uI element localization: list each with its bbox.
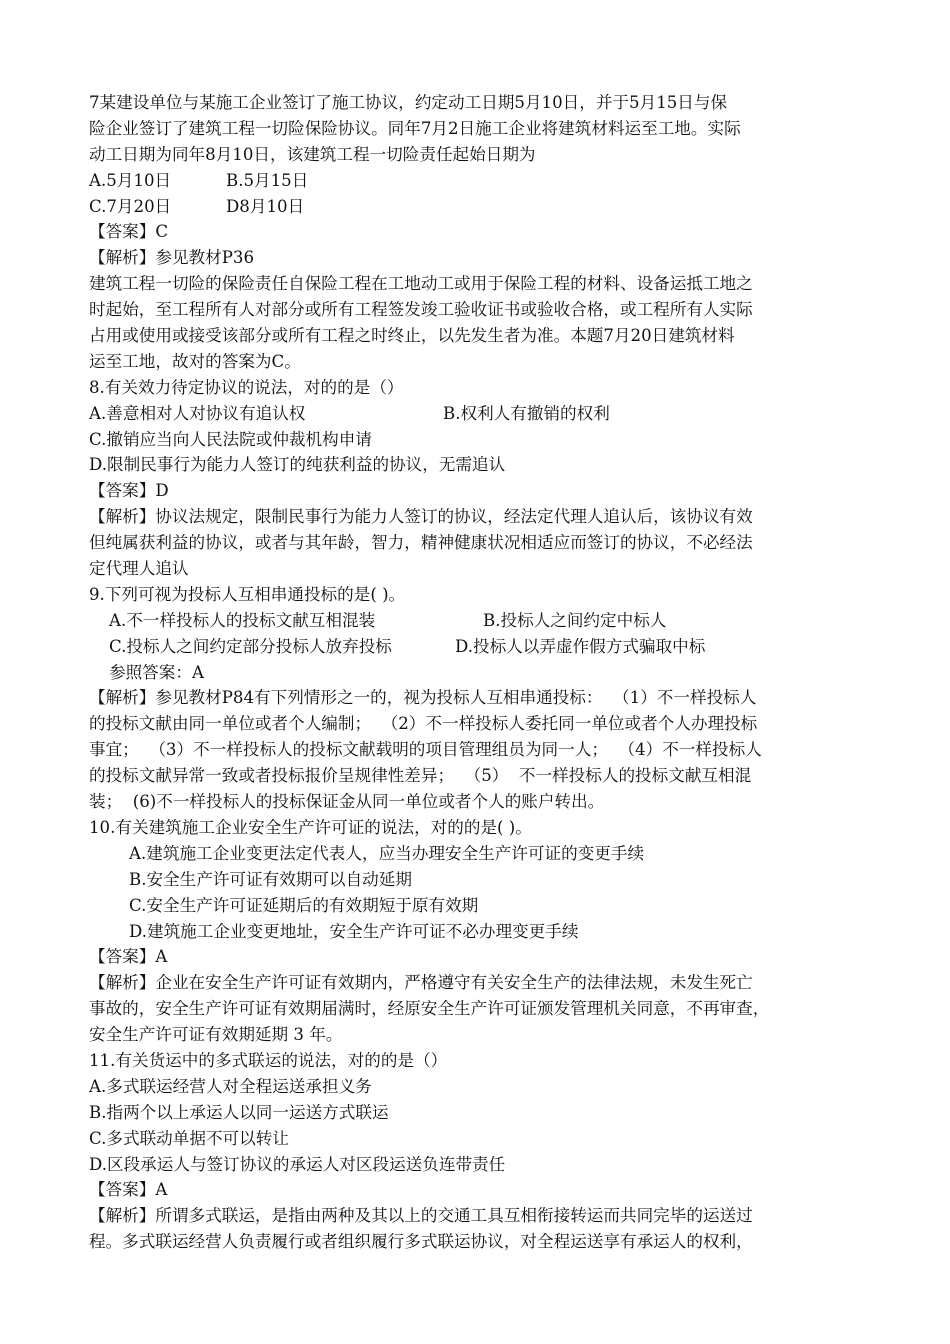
question-7-options-ab [89,168,879,194]
option-b: B.投标人之间约定中标人 [483,610,667,630]
question-10-analysis-line: 【解析】企业在安全生产许可证有效期内，严格遵守有关安全生产的法律法规，未发生死亡 [89,973,753,993]
question-8-stem: 8.有关效力待定协议的说法，对的的是（） [89,377,404,397]
question-11-answer: 【答案】A [89,1180,168,1200]
question-9-options-ab [89,608,879,634]
question-7-stem-line: 险企业签订了建筑工程一切险保险协议。同年7月2日施工企业将建筑材料运至工地。实际 [89,118,741,138]
question-9-answer: 参照答案：A [109,662,204,682]
question-8-answer: 【答案】D [89,481,169,501]
question-7-analysis-line: 时起始，至工程所有人对部分或所有工程签发竣工验收证书或验收合格，或工程所有人实际 [89,300,753,320]
question-9-analysis-line: 【解析】参见教材P84有下列情形之一的，视为投标人互相串通投标： （1）不一样投标人 [89,688,757,708]
question-10-stem: 10.有关建筑施工企业安全生产许可证的说法，对的的是( )。 [89,817,532,837]
question-9-analysis-line: 事宜； （3）不一样投标人的投标文献载明的项目管理组员为同一人； （4）不一样投标人 [89,740,762,760]
question-8-analysis-line: 但纯属获利益的协议，或者与其年龄，智力，精神健康状况相适应而签订的协议，不必经法 [89,533,753,553]
question-7-analysis-line: 占用或使用或接受该部分或所有工程之时终止，以先发生者为准。本题7月20日建筑材料 [89,326,735,346]
question-7-analysis-line: 建筑工程一切险的保险责任自保险工程在工地动工或用于保险工程的材料、设备运抵工地之 [89,274,753,294]
question-7-answer: 【答案】C [89,222,169,242]
option-d: D.区段承运人与签订协议的承运人对区段运送负连带责任 [89,1154,506,1174]
option-c: C.多式联动单据不可以转让 [89,1128,289,1148]
question-10-analysis-line: 事故的，安全生产许可证有效期届满时，经原安全生产许可证颁发管理机关同意，不再审查， [89,999,770,1019]
question-8 [89,375,879,582]
option-c: C.投标人之间约定部分投标人放弃投标 [109,636,392,656]
question-8-options-ab [89,401,879,427]
question-8-analysis-line: 【解析】协议法规定，限制民事行为能力人签订的协议，经法定代理人追认后，该协议有效 [89,507,753,527]
option-a: A.建筑施工企业变更法定代表人，应当办理安全生产许可证的变更手续 [129,843,645,863]
question-7-stem-line: 动工日期为同年8月10日，该建筑工程一切险责任起始日期为 [89,144,536,164]
option-a: A.不一样投标人的投标文献互相混装 [109,610,376,630]
question-7-stem-line: 7某建设单位与某施工企业签订了施工协议，约定动工日期5月10日，并于5月15日与保 [89,93,728,112]
question-7 [89,90,879,375]
question-11-analysis-line: 程。多式联运经营人负责履行或者组织履行多式联运协议，对全程运送享有承运人的权利， [89,1232,753,1252]
option-d: D.限制民事行为能力人签订的纯获利益的协议，无需追认 [89,455,506,475]
question-7-options-cd [89,194,879,220]
question-9-analysis-line: 的投标文献由同一单位或者个人编制； （2）不一样投标人委托同一单位或者个人办理投标 [89,714,758,734]
option-b: B.权利人有撤销的权利 [443,403,610,423]
question-11-stem: 11.有关货运中的多式联运的说法，对的的是（） [89,1050,448,1070]
question-9-analysis-line: 的投标文献异常一致或者投标报价呈规律性差异； （5） 不一样投标人的投标文献互相混 [89,766,752,786]
question-11-analysis-line: 【解析】所谓多式联运，是指由两种及其以上的交通工具互相衔接转运而共同完毕的运送过 [89,1206,753,1226]
option-b: B.安全生产许可证有效期可以自动延期 [129,869,412,889]
option-b: B.指两个以上承运人以同一运送方式联运 [89,1102,389,1122]
question-9-stem: 9.下列可视为投标人互相串通投标的是( )。 [89,584,406,604]
question-9-analysis-line: 装； (6)不一样投标人的投标保证金从同一单位或者个人的账户转出。 [89,792,605,812]
option-a: A.多式联运经营人对全程运送承担义务 [89,1076,372,1096]
document-page [89,90,879,1255]
option-d: D.投标人以弄虚作假方式骗取中标 [455,636,706,656]
question-10-answer: 【答案】A [89,947,168,967]
question-7-analysis-line: 【解析】参见教材P36 [89,248,255,268]
question-11 [89,1048,879,1255]
option-c: C.撤销应当向人民法院或仲裁机构申请 [89,429,372,449]
option-d: D8月10日 [226,196,305,216]
question-9 [89,582,879,815]
option-b: B.5月15日 [226,170,309,190]
question-10-analysis-line: 安全生产许可证有效期延期 3 年。 [89,1025,343,1045]
question-7-analysis-line: 运至工地，故对的答案为C。 [89,351,301,371]
question-8-analysis-line: 定代理人追认 [89,559,189,579]
option-c: C.安全生产许可证延期后的有效期短于原有效期 [129,895,479,915]
option-d: D.建筑施工企业变更地址，安全生产许可证不必办理变更手续 [129,921,579,941]
question-9-options-cd [89,634,879,660]
option-a: A.善意相对人对协议有追认权 [89,403,306,423]
option-a: A.5月10日 [89,170,172,190]
question-10 [89,815,879,1048]
option-c: C.7月20日 [89,196,172,216]
